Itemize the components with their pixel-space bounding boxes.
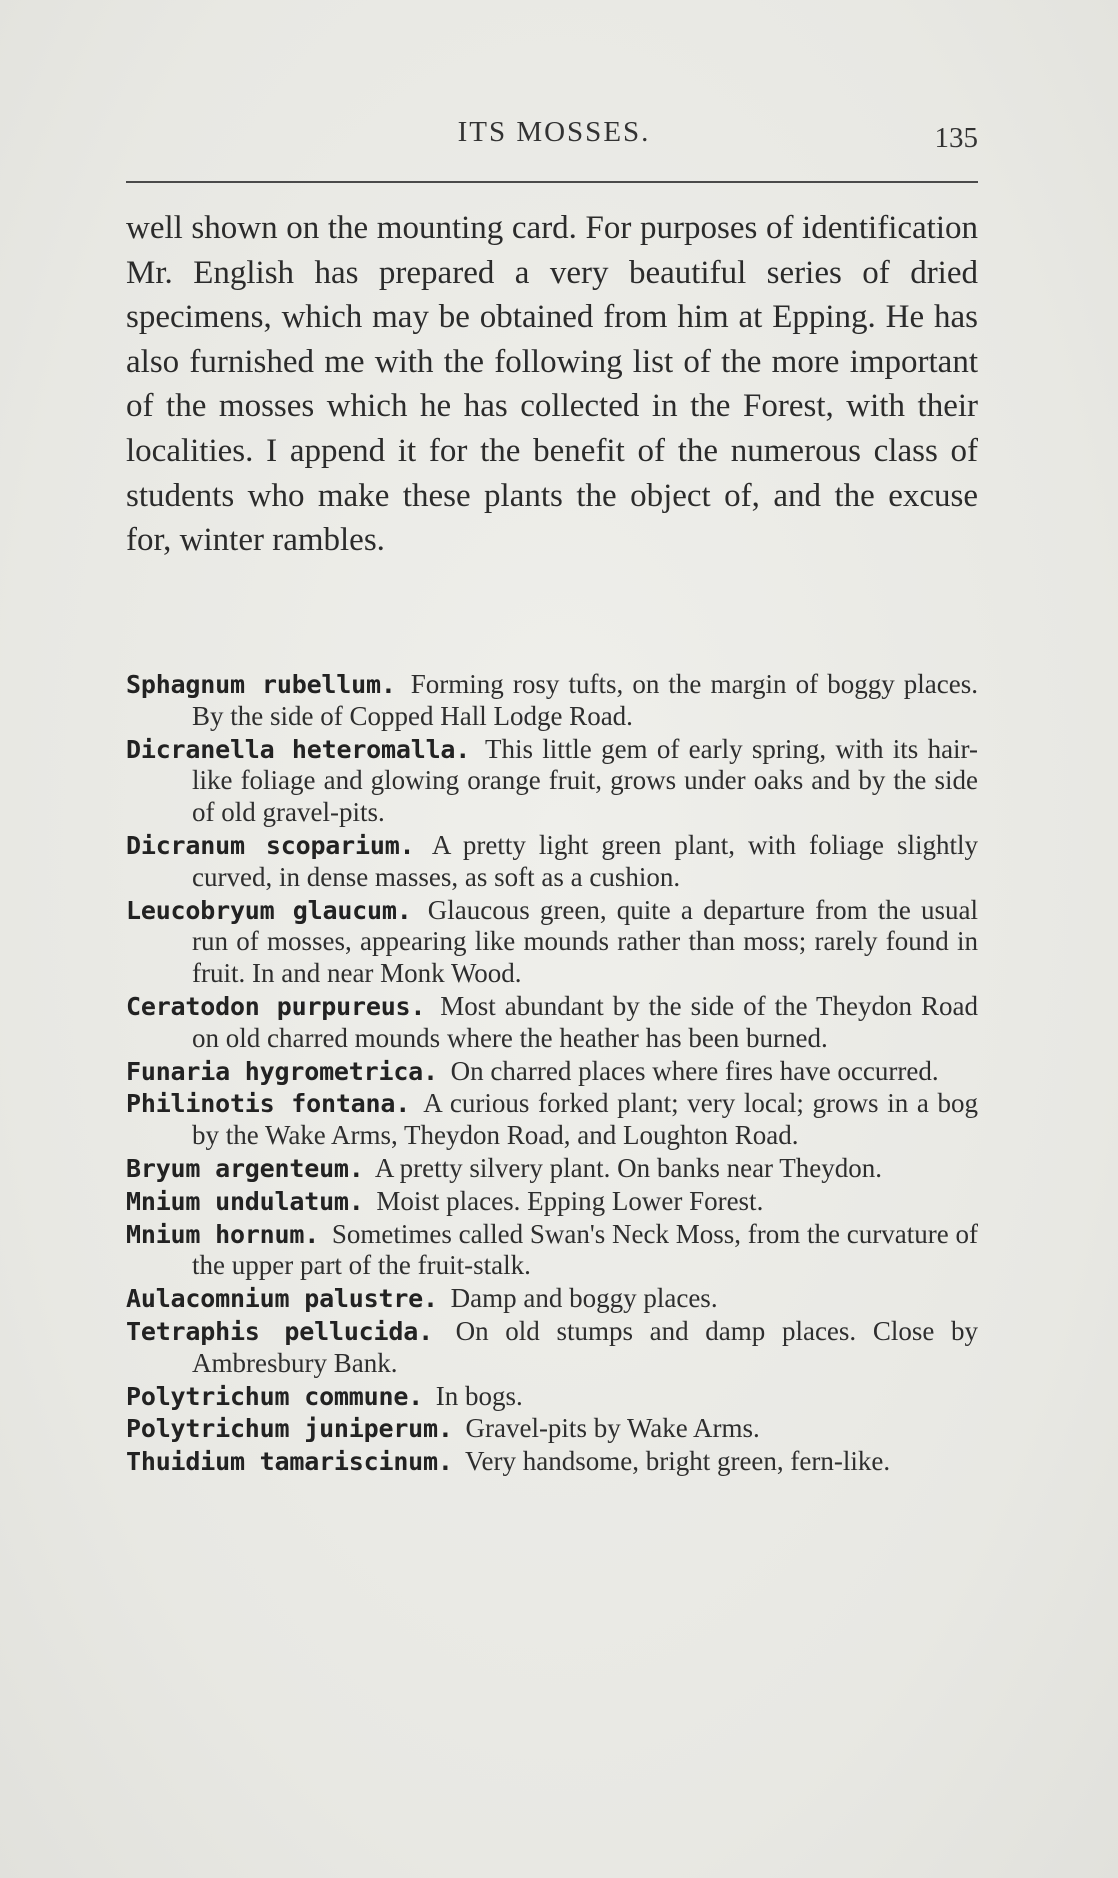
moss-name: Bryum argenteum. — [126, 1153, 364, 1183]
moss-name: Sphagnum rubellum. — [126, 670, 396, 699]
list-item — [126, 830, 978, 894]
moss-name: Funaria hygrometrica. — [126, 1056, 438, 1086]
moss-name: Polytrichum juniperum. — [126, 1414, 453, 1444]
moss-description: Damp and boggy places. — [450, 1283, 718, 1314]
running-head-title: ITS MOSSES. — [457, 116, 651, 148]
moss-description: On charred places where fires have occurred. — [450, 1055, 939, 1086]
moss-description: A pretty light green plant, with foliage slightly curved, in dense masses, as soft as a cushion. — [192, 829, 978, 892]
moss-name: Philinotis fontana. — [126, 1089, 411, 1119]
moss-name: Dicranella heteromalla. — [126, 734, 471, 764]
header-rule — [126, 181, 978, 183]
list-item — [126, 1316, 978, 1380]
moss-name: Mnium hornum. — [126, 1219, 320, 1249]
list-item — [126, 1186, 978, 1218]
moss-description: A pretty silvery plant. On banks near Theydon. — [374, 1152, 883, 1183]
list-item — [126, 1446, 978, 1478]
moss-description: In bogs. — [435, 1380, 523, 1411]
moss-description: Forming rosy tufts, on the margin of boggy places. By the side of Copped Hall Lodge Road. — [192, 669, 979, 731]
list-item — [126, 1219, 978, 1283]
page-number: 135 — [934, 122, 978, 154]
list-item — [126, 734, 978, 829]
moss-description: Very handsome, bright green, fern-like. — [465, 1446, 891, 1477]
moss-name: Tetraphis pellucida. — [126, 1316, 433, 1346]
moss-description: Gravel-pits by Wake Arms. — [465, 1413, 760, 1444]
moss-description: On old stumps and damp places. Close by Ambresbury Bank. — [192, 1315, 979, 1378]
moss-name: Thuidium tamariscinum. — [126, 1447, 453, 1477]
list-item — [126, 669, 978, 733]
list-item — [126, 1056, 978, 1088]
running-head — [130, 116, 978, 156]
moss-name: Dicranum scoparium. — [126, 830, 415, 860]
moss-name: Aulacomnium palustre. — [126, 1284, 438, 1314]
list-item — [126, 1153, 978, 1185]
intro-paragraph: well shown on the mounting card. For purposes of identification Mr. English has prepared a very beautiful series of dried specimens, which may be obtained from him at Epping. He has also furnished me with the following list of the more important of the mosses which he has collected in the Forest, with their localities. I append it for the benefit of the numerous class of students who make these plants the object of, and the excuse for, winter rambles. — [126, 210, 978, 559]
moss-description: Moist places. Epping Lower Forest. — [376, 1185, 764, 1216]
moss-description: Glaucous green, quite a departure from the usual run of mosses, appearing like mounds rather than moss; rarely found in fruit. In and near Monk Wood. — [192, 894, 978, 989]
moss-name: Mnium undulatum. — [126, 1186, 364, 1216]
list-item — [126, 991, 978, 1055]
moss-description: This little gem of early spring, with its hair-like foliage and glowing orange fruit, grows under oaks and by the side of old gravel-pits. — [192, 733, 978, 828]
list-item — [126, 1413, 978, 1445]
moss-name: Polytrichum commune. — [126, 1381, 424, 1411]
moss-name: Ceratodon purpureus. — [126, 991, 426, 1021]
moss-description: A curious forked plant; very local; grows in a bog by the Wake Arms, Theydon Road, and Loughton Road. — [192, 1088, 978, 1151]
list-item — [126, 895, 978, 990]
list-item — [126, 1283, 978, 1315]
moss-description: Most abundant by the side of the Theydon Road on old charred mounds where the heather has been burned. — [192, 990, 979, 1053]
list-item — [126, 1381, 978, 1413]
list-item — [126, 1088, 978, 1152]
moss-list — [126, 669, 978, 1479]
moss-description: Sometimes called Swan's Neck Moss, from the curvature of the upper part of the fruit-stalk. — [192, 1218, 978, 1281]
moss-name: Leucobryum glaucum. — [126, 895, 412, 925]
